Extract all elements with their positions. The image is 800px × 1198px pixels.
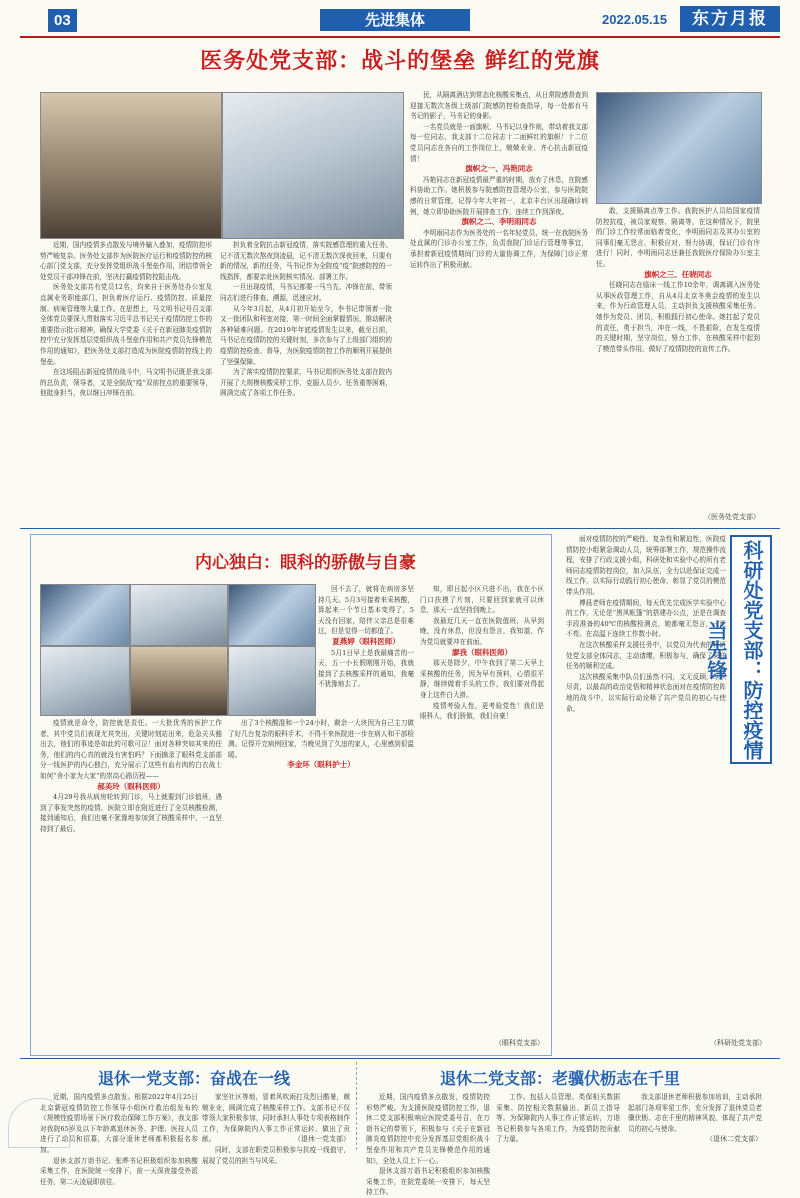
photo-eye-1 [40,584,130,646]
subheading-liao: 廖我（眼科医师） [452,647,512,657]
article5-signature: （退休二党支部） [706,1135,762,1143]
photo-eye-2 [130,584,228,646]
photo-eye-5 [130,646,228,716]
vertical-title-article3: 科研处党支部：防控疫情当先锋 [730,535,772,764]
article3-signature: （科研处党支部） [710,1039,766,1047]
bottom-column-divider [356,1062,357,1150]
headline-article1: 医务处党支部：战斗的堡垒 鲜红的党旗 [200,49,600,74]
issue-date: 2022.05.15 [602,12,668,27]
subheading-hao: 郝美玲（眼科医师） [97,781,165,791]
article1-column-2: 担负着全院抗击新冠疫情，落实院感管理的重大任务。记不清无数次熬夜到凌晨，记不清无数次深夜回来，只要有新的情况，新的任务，马书记作为全院疫“疫”院感防控的一线指挥，都要亲赴医院核实情况、部署工作。 一旦出现疫情，马书记都要一马当先、冲锋在前，带领同志们进行排查、溯源，迅速应对。 从今年3月起，从4月初开始至今，李书记带领着一批又一批团队和科室对接，第一时间全面掌握情况，推动解决各种疑难问题。在2019年年底疫情发生以来，截至目前，马书记在疫情防控的关键时刻，多次参与了上级部门组织的疫情防控检查、督导，为医院疫情防控工作的顺利开展提供了坚强保障。 为了落实疫情防控要求，马书记组织医务处支部在院内开展了大规模核酸采样工作，克服人员少、任务重等困难，圆满完成了各项工作任务。 [220,241,392,398]
article1-column-1: 近期，国内疫情多点散发与境外输入叠加，疫情防控形势严峻复杂。医务处支部作为医院医疗运行和疫情防控的核心部门党支部，充分发挥党组织战斗堡垒作用，团结带领全处党员干部冲锋在前，坚决打赢疫情防控阻击战。 医务处支部共有党员12名，均来自于医务处办公室及直属业务职能部门，担负着医疗运行、疫情防控、质量控制、病案管理等大量工作。在思想上，马文明书记号召支部全体党员要深入贯彻落实习近平总书记关于疫情防控工作的重要指示批示精神，确保大学党委《关于在新冠肺炎疫情防控中充分发挥基层党组织战斗堡垒作用和共产党员先锋模范作用的通知》，把医务处支部打造成为医院疫情防控线上的堡垒。 在这场阻击新冠疫情的战斗中，马文明书记既是我支部的总负责，领导者，又是全院战“疫”双前控点的重要领导，他挺身担当，夜以继日冲锋在前。 [40,241,212,398]
headline-article5: 退休二党支部：老骥伏枥志在千里 [440,1069,681,1088]
headline-article4: 退休一党支部：奋战在一线 [98,1069,291,1088]
headline-article2: 内心独白：眼科的骄傲与自豪 [195,553,416,573]
masthead: 东方月报 [680,6,780,32]
subheading-li: 旗帜之二、李明雨同志 [461,217,537,227]
subheading-feng: 旗帜之一、冯艳同志 [465,164,533,174]
photo-eye-6 [228,646,316,716]
article2-column-1: 疫情就是命令，防控就是责任。一大批优秀的医护工作者，其中党员们表现尤其突出，关键时刻站出来，危急关头豁出去，他们的事迹是如此的可歌可泣！面对各种突如其来的任务，他们的内心真的就没有害怕吗？下面摘录了眼科党支部部分一线医护的内心独白，充分展示了这些有血有肉的白衣战士如何“舍小家为大家”的崇高心路历程—— 郝美玲（眼科医师） 4月29号我从病房轮转到门诊，马上就要到门诊值班，遇到了事发突然的疫情，医院立即在附近进行了全员核酸检测，接到通知后，我们也毫不犹豫地参加到了核酸采样中，一直坚持到了最后。 [40,719,222,833]
photo-eye-3 [228,584,316,646]
article1-signature: （医务处党支部） [704,513,760,521]
subheading-xia: 夏燕婷（眼科医师） [332,636,400,646]
photo-meeting [40,92,222,239]
article2-column-4: 知，即日起小区只进不出，我在小区门口扶摸了片刻，只要回到家就可以休息，那天一直坚持到晚上。 我最近几天一直在医院值班，从早到晚，没有休息，但没有怨言，我知道，作为党员就要冲在前面。 廖我（眼科医师） 那天是除夕，中午我到了第二天早上采核酸的任务，因为早有预料，心情很平静，继续做着手头的工作，我们要对得起身上这件白大褂。 疫情考验人性，更考验党性！我们是眼科人，我们骄傲，我们自豪！ [420,585,544,721]
article3-column-1: 面对疫情防控的严峻性、复杂性和紧迫性，医院疫情防控小组紧急调动人员，统筹部署工作，规范操作流程，安排了行政支援小组，科研处和实验中心的所有老师同志疫情防控岗位，加入队伍，全力以赴保证完成一线工作，以实际行动践行初心使命，彰显了党员的模范带头作用。 傅晨老师在疫情期间，每天优先完成医学实验中心的工作，无论是“黑风帐篷”的搭建办公点，还是在调查手段准备的40℃的核酸检测点，她都毫无怨言，一丝不苟。在高温下连续工作数小时。 在这次核酸采样支援任务中，以党员为代表的科研处党支部全体同志，主动请缨，积极参与，确保了采样任务的顺利完成。 这次核酸采集中队员们虽然不同，又无反顾，尽职尽责，以最高的政治觉悟和精神状态面对在疫情防控阵地的战斗中，以实际行动诠释了共产党员的初心与使命。 [566,535,726,713]
section-title: 先进集体 [320,9,470,31]
subheading-jin: 李金环（眼科护士） [287,760,355,770]
divider-1 [20,528,780,529]
article5-column-2: 工作。包括人员管理、类保相关数据采集、防控相关数据输出、新员工指导等。为保障院内人事工作正常运转，万诣书记积极参与各项工作，为疫情防控贡献了力量。 [496,1093,620,1144]
photo-ward-inspection [222,92,404,239]
article4-column-1: 近期，国内疫情多点散发。根据2022年4月25日北京新冠疫情防控工作领导小组医疗救治组发布的《规模性疫情场景下医疗救治保障工作方案》，我支部对我院65岁及以下年龄离退休医务、护理、医技人员进行了动员和招募，大部分退休老师都积极报名参加。 退休支部万诣书记、张晔书记积极组织参加核酸采集工作，在医院统一安排下，前一天深夜接受外派任务，第二天凌晨即前往。 [40,1093,198,1186]
subheading-ren: 旗帜之三、任晓同志 [644,269,712,279]
article1-column-3: 民，从隔离酒店到常态化核酸采集点，从日常院感督查到迎接无数次各级上级部门院感防控检查指导，每一处都有马书记的影子，马书记的身影。 一名党员就是一面旗帜，马书记以身作则，带动着我支部每一位同志，我支部十二位同志十二面鲜红的旗帜！十二位党员同志在各自的工作岗位上，兢兢业业、齐心抗击新冠疫情！ 旗帜之一、冯艳同志 冯艳同志在新冠疫情最严重的时期，放弃了休息，在院感科协助工作。她积极参与院感防控管理办公室，参与医院院感的日常管理，记得今年大年初一，北京丰台区出现确诊病例，她立即协助医院开展排查工作，连续工作到深夜。 旗帜之二、李明雨同志 李明雨同志作为医务处的一名年轻党员，统一在我院医务处直属的门诊办公室工作，负责我院门诊运行管理等事宜，承担着新冠疫情期间门诊的大量协调工作，为保障门诊正常运转作出了积极贡献。 [410,91,588,269]
article2-column-2: 出了3个核酸混和一个24小时，剩余一大块因为自己主刀做了好几台复杂的眼科手术，不得不来医院进一步在病人和干部检测。记得开完病例回家，当晚见到了久违的家人，心里感到很温暖。 李金环（眼科护士） [228,719,414,770]
article2-signature: （眼科党支部） [495,1039,544,1047]
photo-eye-4 [40,646,130,716]
article4-signature: （退休一党支部） [294,1135,350,1143]
article2-column-3: 回不去了，就将在病房多坚持几天。5月3号接着来采核酸，算起来一个节日基本变得了，5天没有回家，陪伴父亲总是很难过，但是觉得一切都值了。 夏燕婷（眼科医师） 5月1日早上是我最痛苦的一天，五一小长假刚刚开始，我就接到了去核酸采样的通知，我毫不犹豫地去了。 [318,585,414,689]
page-header [20,6,780,38]
article1-column-4: 敢，支援隔离点等工作。我院医护人员给国家疫情防控抗疫，被员家观察、隔离等，在这种情况下，院里的门诊工作经常面临着变化，李明雨同志及其办公室的同事们毫无怨言，积极应对，努力协调，保证门诊有序进行！同时，李明雨同志还兼任我院医疗保险办公室主任。 旗帜之三、任晓同志 任晓同志在临床一线工作10余年，调离调入医务处从事医政管理工作，自从4月北京冬奥会疫情的发生以来，作为行政管理人员，主动担负支援核酸采集任务。她作为党员、团员，积极践行初心使命。她扛起了党员的责任，勇于担当，冲在一线，不畏艰险，在发生疫情的关键时期，坚守岗位，努力工作，在核酸采样中起到了模范带头作用，做好了疫情防控的宣传工作。 [596,207,760,353]
article5-column-1: 近期，国内疫情多点散发，疫情防控形势严峻。为支援医院疫情防控工作，退休二党支部积极响应医院党委号召，在万诣书记的带领下，积极参与《关于在新冠肺炎疫情防控中充分发挥基层党组织战斗堡垒作用和共产党员先锋模范作用的通知》，全处人员上下一心。 退休支部万诣书记积极组织参加核酸采集工作，在院党委统一安排下，每天坚持工作。 [366,1093,490,1197]
article4-column-2: 家坚社区等地，冒着风吹雨打及烈日酷暑，兢兢业业，圆满完成了核酸采样工作。支部书记不仅带领大家积极参加，同时承担人事处专项表格制作工作，为保障院内人事工作正常运转，做出了贡献。 同时，支部在职党员积极参与抗疫一线值守，展现了党员的担当与风采。 [202,1093,350,1165]
page-number: 03 [48,9,77,32]
article5-column-3: 我支部退休老师积极参加培训，主动承担起部门各项零星工作，充分发挥了退休党员老骥伏枥、志在千里的精神风貌，体现了共产党员的初心与使命。 [628,1093,762,1133]
divider-2 [20,1058,780,1059]
photo-outdoor-team [596,92,762,204]
